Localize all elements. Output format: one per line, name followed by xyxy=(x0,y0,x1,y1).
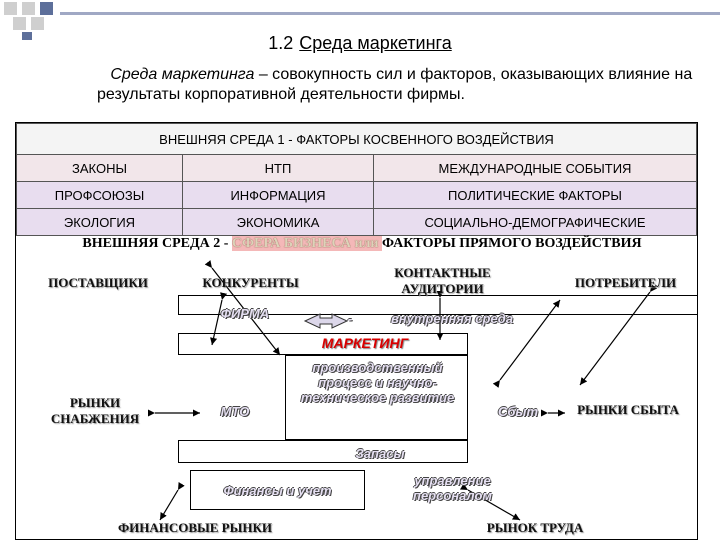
factor-information: ИНФОРМАЦИЯ xyxy=(183,182,374,209)
sales-markets-label: РЫНКИ СБЫТА xyxy=(577,402,679,417)
competitors-label: КОНКУРЕНТЫ xyxy=(202,275,299,290)
definition-term: Среда маркетинга xyxy=(110,66,255,83)
slide-title: 1.2 Среда маркетинга xyxy=(268,33,452,53)
contact-audiences-label: КОНТАКТНЫЕ АУДИТОРИИ xyxy=(394,265,491,296)
marketing-label: МАРКЕТИНГ xyxy=(321,335,409,351)
internal-env-label: внутренняя среда xyxy=(390,311,514,326)
hr-label: управление персоналом xyxy=(413,473,492,503)
labor-market-label: РЫНОК ТРУДА xyxy=(486,520,584,535)
external-env-1-header: ВНЕШНЯЯ СРЕДА 1 - ФАКТОРЫ КОСВЕННОГО ВОЗДЕЙСТВИЯ xyxy=(17,124,697,155)
factor-international: МЕЖДУНАРОДНЫЕ СОБЫТИЯ xyxy=(374,155,697,182)
factor-social-demographic: СОЦИАЛЬНО-ДЕМОГРАФИЧЕСКИЕ xyxy=(374,209,697,236)
financial-markets-label: ФИНАНСОВЫЕ РЫНКИ xyxy=(117,520,273,535)
factor-economy: ЭКОНОМИКА xyxy=(183,209,374,236)
supply-markets-label: РЫНКИ СНАБЖЕНИЯ xyxy=(50,395,140,426)
factor-political: ПОЛИТИЧЕСКИЕ ФАКТОРЫ xyxy=(374,182,697,209)
factor-ecology: ЭКОЛОГИЯ xyxy=(17,209,183,236)
firm-label: ФИРМА xyxy=(220,306,270,321)
factor-unions: ПРОФСОЮЗЫ xyxy=(17,182,183,209)
suppliers-label: ПОСТАВЩИКИ xyxy=(48,275,148,290)
consumers-label: ПОТРЕБИТЕЛИ xyxy=(574,275,677,290)
factor-ntp: НТП xyxy=(183,155,374,182)
factor-laws: ЗАКОНЫ xyxy=(17,155,183,182)
finance-label: Финансы и учет xyxy=(223,483,332,498)
external-env-2-header: ВНЕШНЯЯ СРЕДА 2 - СФЕРА БИЗНЕСА или ФАКТОРЫ ПРЯМОГО ВОЗДЕЙСТВИЯ xyxy=(82,236,642,251)
mto-label: МТО xyxy=(220,404,250,419)
dash-separator: - xyxy=(347,311,353,326)
inventory-label: Запасы xyxy=(355,446,405,461)
sales-label: Сбыт xyxy=(497,404,539,419)
production-label: производственный процесс и научно-техническое развитие xyxy=(300,360,455,405)
definition-body: – совокупность сил и факторов, оказывающих влияние на результаты корпоративной деятельности фирмы. xyxy=(97,66,693,103)
